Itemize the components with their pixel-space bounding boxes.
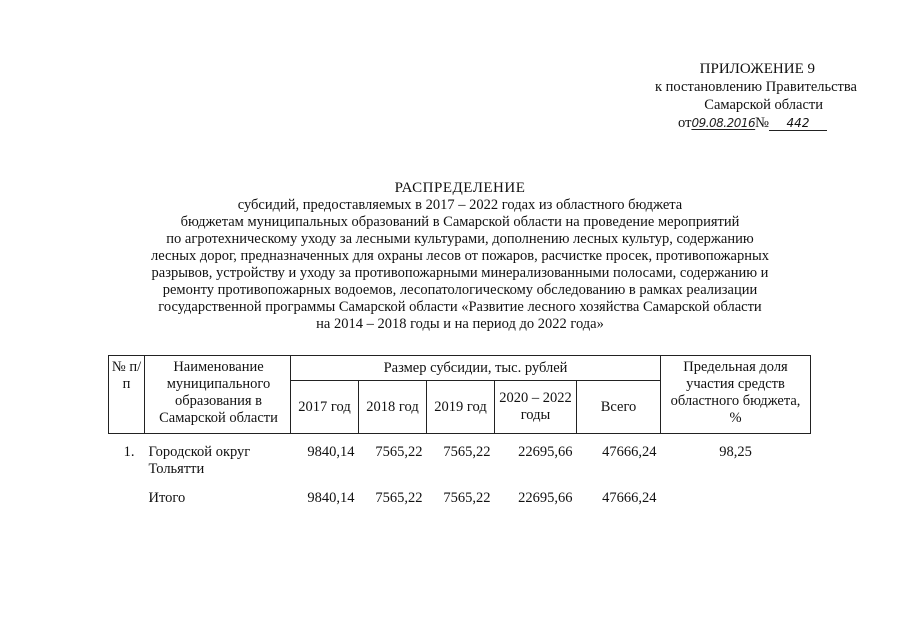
handwritten-date: 09.08.2016 [691, 116, 756, 130]
total-2020-2022: 22695,66 [518, 490, 573, 506]
handwritten-number: 442 [769, 116, 827, 131]
header-line-resolution: к постановлению Правительства [655, 79, 857, 95]
date-number-line [587, 114, 857, 132]
header-line-region: Самарской области [704, 97, 823, 113]
value-2017: 9840,14 [307, 444, 355, 460]
row-number: 1. [123, 444, 135, 460]
header-budget-share: Предельная доля участия средств областного бюджета, % [661, 356, 811, 434]
title-line: лесных дорог, предназначенных для охраны лесов от пожаров, расчистке просек, противопожарных [151, 248, 769, 264]
total-label: Итого [148, 490, 186, 506]
date-prefix: от [678, 115, 692, 131]
budget-share-value: 98,25 [719, 444, 752, 460]
document-title: РАСПРЕДЕЛЕНИЕ [394, 180, 526, 196]
subsidy-distribution-table [108, 355, 811, 507]
value-2018: 7565,22 [375, 444, 423, 460]
total-sum: 47666,24 [602, 490, 657, 506]
value-2019: 7565,22 [443, 444, 491, 460]
table-total-row [109, 478, 811, 507]
municipality-name: Городской округ Тольятти [148, 444, 251, 477]
value-2020-2022: 22695,66 [518, 444, 573, 460]
header-total: Всего [577, 381, 661, 434]
header-row-number: № п/п [109, 356, 145, 434]
header-year-2017: 2017 год [291, 381, 359, 434]
title-line: субсидий, предоставляемых в 2017 – 2022 годах из областного бюджета [237, 197, 683, 213]
title-line: государственной программы Самарской области «Развитие лесного хозяйства Самарской области [158, 299, 762, 315]
header-subsidy-amount: Размер субсидии, тыс. рублей [291, 356, 661, 381]
title-line: бюджетам муниципальных образований в Самарской области на проведение мероприятий [180, 214, 740, 230]
total-2018: 7565,22 [375, 490, 423, 506]
header-year-2019: 2019 год [427, 381, 495, 434]
header-year-2018: 2018 год [359, 381, 427, 434]
total-2019: 7565,22 [443, 490, 491, 506]
number-sign: № [755, 115, 769, 131]
annex-title: ПРИЛОЖЕНИЕ 9 [699, 61, 815, 77]
header-municipality-name: Наименование муниципального образования в Самарской области [145, 356, 291, 434]
value-total: 47666,24 [602, 444, 657, 460]
document-title-block [90, 180, 830, 333]
title-line: по агротехническому уходу за лесными культурами, дополнению лесных культур, содержанию [166, 231, 754, 247]
document-header [587, 60, 857, 132]
title-line: ремонту противопожарных водоемов, лесопатологическому обследованию в рамках реализации [162, 282, 758, 298]
total-2017: 9840,14 [307, 490, 355, 506]
title-line: разрывов, устройству и уходу за противопожарными минерализованными полосами, содержанию и [151, 265, 769, 281]
header-years-2020-2022: 2020 – 2022 годы [495, 381, 577, 434]
title-line: на 2014 – 2018 годы и на период до 2022 года» [316, 316, 604, 332]
table-row [109, 434, 811, 479]
